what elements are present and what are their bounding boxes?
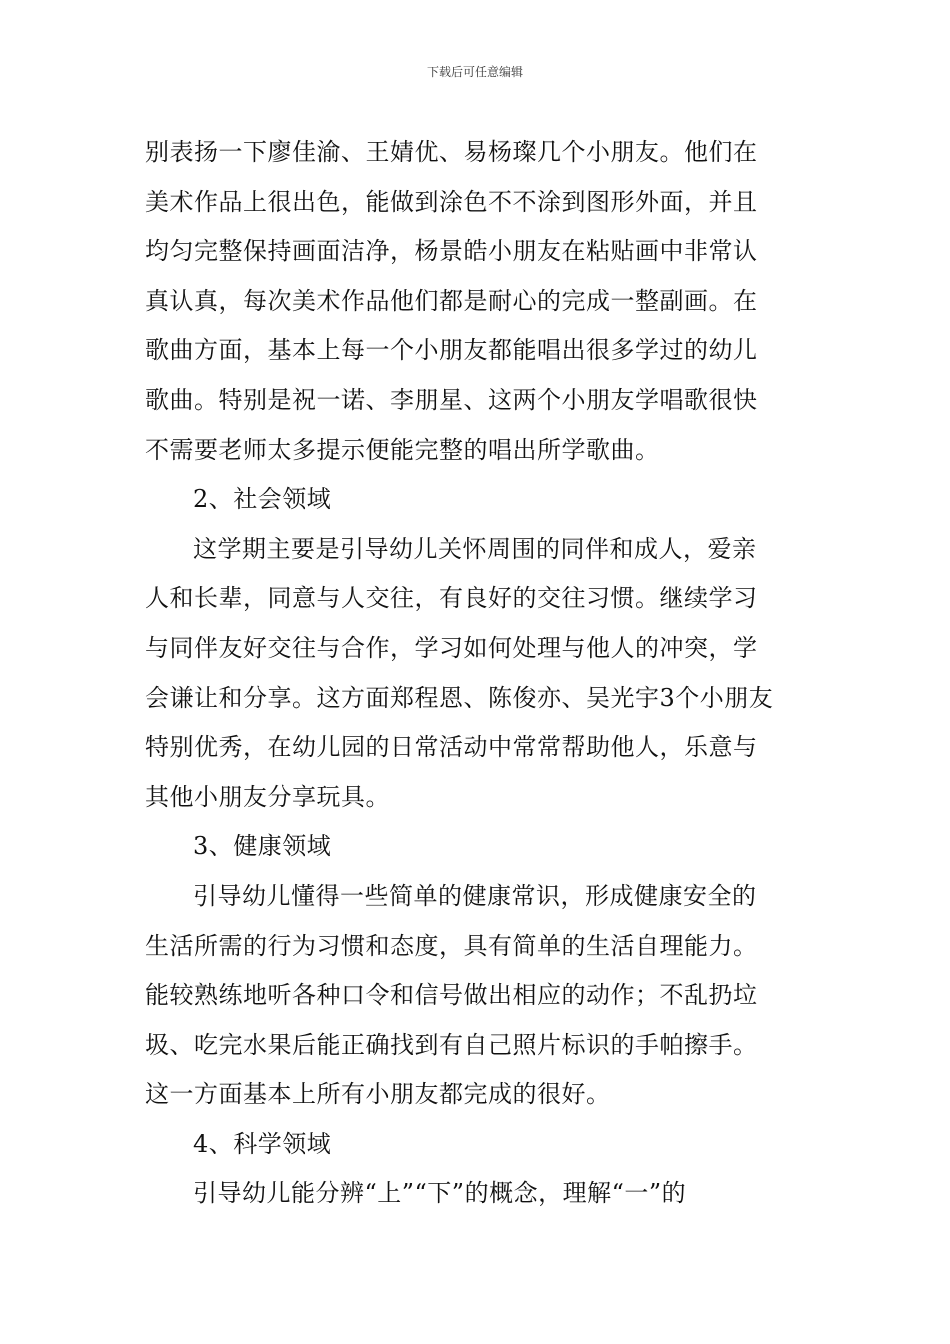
text-line: 不需要老师太多提示便能完整的唱出所学歌曲。 (145, 435, 660, 464)
text-line: 与同伴友好交往与合作，学习如何处理与他人的冲突，学 (145, 633, 758, 662)
text-line: 真认真，每次美术作品他们都是耐心的完成一整副画。在 (145, 286, 758, 315)
text-line: 生活所需的行为习惯和态度，具有简单的生活自理能力。 (145, 931, 758, 960)
text-line: 歌曲方面，基本上每一个小朋友都能唱出很多学过的幼儿 (145, 336, 758, 365)
text-line: 能较熟练地听各种口令和信号做出相应的动作；不乱扔垃 (145, 981, 758, 1010)
text-line: 其他小朋友分享玩具。 (145, 782, 390, 811)
text-line: 圾、吃完水果后能正确找到有自己照片标识的手帕擦手。 (145, 1030, 758, 1059)
text-line: 会谦让和分享。这方面郑程恩、陈俊亦、吴光宇3个小朋友 (145, 683, 774, 712)
text-line: 特别优秀，在幼儿园的日常活动中常常帮助他人，乐意与 (145, 733, 758, 762)
text-line: 别表扬一下廖佳渝、王婧优、易杨璨几个小朋友。他们在 (145, 138, 758, 166)
text-line: 这一方面基本上所有小朋友都完成的很好。 (145, 1080, 611, 1109)
text-line: 美术作品上很出色，能做到涂色不不涂到图形外面，并且 (145, 187, 758, 216)
section-heading-health: 3、健康领域 (193, 832, 332, 861)
paragraph-start-line: 这学期主要是引导幼儿关怀周围的同伴和成人，爱亲 (193, 534, 757, 563)
text-line: 人和长辈，同意与人交往，有良好的交往习惯。继续学习 (145, 584, 758, 613)
text-line: 均匀完整保持画面洁净，杨景皓小朋友在粘贴画中非常认 (145, 237, 758, 266)
section-heading-science: 4、科学领域 (193, 1129, 332, 1158)
text-line: 歌曲。特别是祝一诺、李朋星、这两个小朋友学唱歌很快 (145, 385, 758, 414)
paragraph-start-line: 引导幼儿懂得一些简单的健康常识，形成健康安全的 (193, 881, 757, 910)
document-body (145, 128, 807, 1219)
section-heading-social: 2、社会领域 (193, 485, 332, 514)
page-header: 下载后可任意编辑 (426, 65, 523, 79)
paragraph-start-line: 引导幼儿能分辨“上”“下”的概念，理解“一”的 (193, 1179, 687, 1208)
